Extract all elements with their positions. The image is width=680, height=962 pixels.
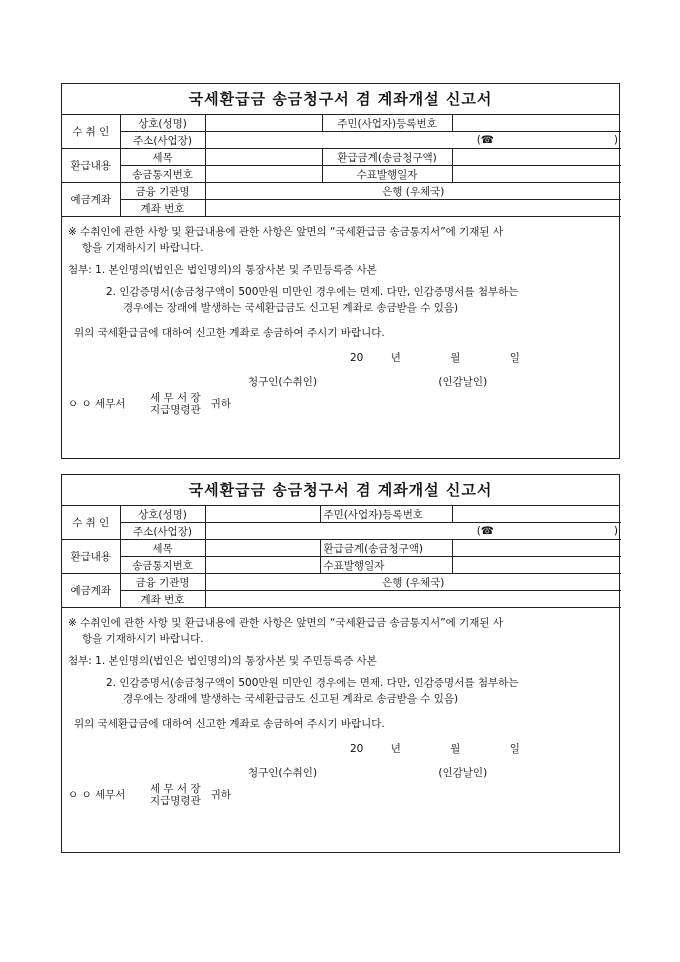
date-year: 20 [350, 743, 364, 755]
addressee [68, 783, 613, 807]
id-number-label: 주민(사업자)등록번호 [322, 115, 452, 132]
address-field[interactable] [205, 132, 621, 149]
signature-line [68, 765, 613, 781]
issue-date-field[interactable] [452, 557, 621, 574]
official-title-1: 세 무 서 장 [150, 783, 201, 795]
name-label: 상호(성명) [120, 506, 205, 523]
official-title-2: 지급명령관 [150, 795, 201, 807]
address-field[interactable] [205, 523, 621, 540]
phone-icon: (☎ [476, 525, 494, 537]
form-title: 국세환급금 송금청구서 겸 계좌개설 신고서 [62, 475, 619, 506]
notice-number-label: 송금통지번호 [120, 166, 205, 183]
address-label: 주소(사업장) [120, 523, 205, 540]
account-number-field[interactable] [205, 591, 621, 608]
id-number-field[interactable] [452, 115, 621, 132]
addressee [68, 392, 613, 416]
refund-request-form-2 [61, 474, 620, 853]
refund-content-label: 환급내용 [62, 540, 120, 574]
refund-amount-label: 환급금계(송금청구액) [320, 540, 452, 557]
signature-line [68, 374, 613, 390]
date-year-unit: 년 [390, 352, 401, 364]
date-year-unit: 년 [390, 743, 401, 755]
issue-date-label: 수표발행일자 [322, 166, 452, 183]
tax-item-label: 세목 [120, 540, 205, 557]
tax-office: ㅇ ㅇ 세무서 [68, 789, 126, 801]
note-line-2: 항을 기재하시기 바랍니다. [82, 242, 204, 254]
refund-content-label: 환급내용 [62, 149, 120, 183]
address-label: 주소(사업장) [120, 132, 205, 149]
date-line [68, 350, 613, 366]
request-text: 위의 국세환급금에 대하여 신고한 계좌로 송금하여 주시기 바랍니다. [74, 718, 385, 730]
date-day-unit: 일 [509, 352, 520, 364]
honorific: 귀하 [210, 398, 232, 410]
info-table [62, 115, 621, 217]
official-title-2: 지급명령관 [150, 404, 201, 416]
name-field[interactable] [205, 115, 322, 132]
phone-icon: (☎ [476, 134, 494, 146]
tax-office: ㅇ ㅇ 세무서 [68, 398, 126, 410]
honorific: 귀하 [210, 789, 232, 801]
attachment-2a: 2. 인감증명서(송금청구액이 500만원 미만인 경우에는 면제. 다만, 인감증명서를 첨부하는 [106, 677, 519, 689]
recipient-label: 수 취 인 [62, 115, 120, 149]
form-title: 국세환급금 송금청구서 겸 계좌개설 신고서 [62, 84, 619, 115]
date-line [68, 741, 613, 757]
attachment-2a: 2. 인감증명서(송금청구액이 500만원 미만인 경우에는 면제. 다만, 인감증명서를 첨부하는 [106, 286, 519, 298]
claimant-label: 청구인(수취인) [248, 767, 318, 779]
recipient-label: 수 취 인 [62, 506, 120, 540]
bank-field[interactable]: 은행 (우체국) [205, 183, 621, 200]
issue-date-field[interactable] [452, 166, 621, 183]
tax-item-field[interactable] [205, 540, 320, 557]
official-title-1: 세 무 서 장 [150, 392, 201, 404]
name-label: 상호(성명) [120, 115, 205, 132]
attachment-1: 첨부: 1. 본인명의(법인은 법인명의)의 통장사본 및 주민등록증 사본 [68, 655, 377, 667]
note-line-1: ※ 수취인에 관한 사항 및 환급내용에 관한 사항은 앞면의 “국세환급금 송금통지서”에 기재된 사 [68, 226, 504, 238]
claimant-label: 청구인(수취인) [248, 376, 318, 388]
refund-request-form-1 [61, 83, 620, 459]
account-label: 예금계좌 [62, 574, 120, 608]
note-line-2: 항을 기재하시기 바랍니다. [82, 633, 204, 645]
attachment-1: 첨부: 1. 본인명의(법인은 법인명의)의 통장사본 및 주민등록증 사본 [68, 264, 377, 276]
tax-item-field[interactable] [205, 149, 322, 166]
note-line-1: ※ 수취인에 관한 사항 및 환급내용에 관한 사항은 앞면의 “국세환급금 송금통지서”에 기재된 사 [68, 617, 504, 629]
account-number-field[interactable] [205, 200, 621, 217]
phone-close: ) [613, 134, 618, 146]
phone-close: ) [613, 525, 618, 537]
seal-label: (인감날인) [438, 767, 488, 779]
account-number-label: 계좌 번호 [120, 200, 205, 217]
id-number-field[interactable] [452, 506, 621, 523]
name-field[interactable] [205, 506, 320, 523]
notice-number-label: 송금통지번호 [120, 557, 205, 574]
refund-amount-field[interactable] [452, 149, 621, 166]
seal-label: (인감날인) [438, 376, 488, 388]
date-month-unit: 월 [450, 352, 461, 364]
info-table [62, 506, 621, 608]
account-label: 예금계좌 [62, 183, 120, 217]
date-day-unit: 일 [509, 743, 520, 755]
bank-field[interactable]: 은행 (우체국) [205, 574, 621, 591]
attachment-2b: 경우에는 장래에 발생하는 국세환급금도 신고된 계좌로 송금받을 수 있음) [123, 693, 459, 705]
notice-number-field[interactable] [205, 166, 322, 183]
institution-label: 금융 기관명 [120, 574, 205, 591]
request-text: 위의 국세환급금에 대하여 신고한 계좌로 송금하여 주시기 바랍니다. [74, 327, 385, 339]
attachment-2b: 경우에는 장래에 발생하는 국세환급금도 신고된 계좌로 송금받을 수 있음) [123, 302, 459, 314]
date-month-unit: 월 [450, 743, 461, 755]
account-number-label: 계좌 번호 [120, 591, 205, 608]
refund-amount-label: 환급금계(송금청구액) [322, 149, 452, 166]
refund-amount-field[interactable] [452, 540, 621, 557]
tax-item-label: 세목 [120, 149, 205, 166]
issue-date-label: 수표발행일자 [320, 557, 452, 574]
institution-label: 금융 기관명 [120, 183, 205, 200]
date-year: 20 [350, 352, 364, 364]
id-number-label: 주민(사업자)등록번호 [320, 506, 452, 523]
notice-number-field[interactable] [205, 557, 320, 574]
